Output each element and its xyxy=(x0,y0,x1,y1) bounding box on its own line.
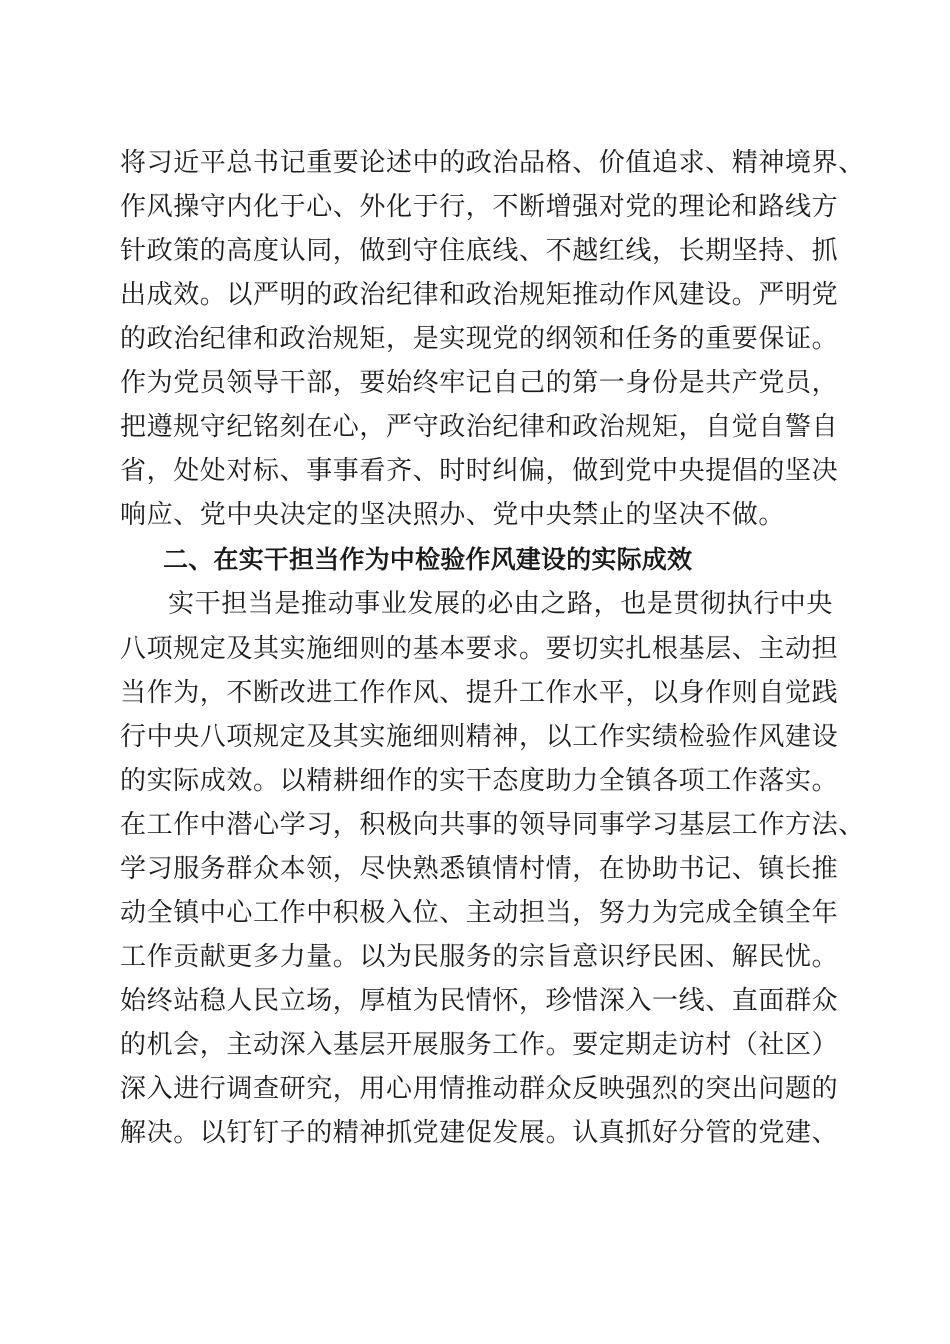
paragraph-line: 将习近平总书记重要论述中的政治品格、价值追求、精神境界、 xyxy=(120,148,865,178)
paragraph-line: 当作为，不断改进工作作风、提升工作水平，以身作则自觉践 xyxy=(120,678,839,708)
paragraph-line: 始终站稳人民立场，厚植为民情怀，珍惜深入一线、直面群众 xyxy=(120,986,839,1016)
paragraph-line: 针政策的高度认同，做到守住底线、不越红线，长期坚持、抓 xyxy=(120,236,839,266)
paragraph-line: 学习服务群众本领，尽快熟悉镇情村情，在协助书记、镇长推 xyxy=(120,854,839,884)
paragraph-line: 行中央八项规定及其实施细则精神，以工作实绩检验作风建设 xyxy=(120,722,839,752)
paragraph-line: 作风操守内化于心、外化于行，不断增强对党的理论和路线方 xyxy=(120,192,839,222)
section-heading: 二、在实干担当作为中检验作风建设的实际成效 xyxy=(163,545,693,574)
paragraph-line: 在工作中潜心学习，积极向共事的领导同事学习基层工作方法、 xyxy=(120,810,865,840)
paragraph-line: 的实际成效。以精耕细作的实干态度助力全镇各项工作落实。 xyxy=(120,766,839,796)
paragraph-line: 工作贡献更多力量。以为民服务的宗旨意识纾民困、解民忧。 xyxy=(120,942,839,972)
paragraph-line: 深入进行调查研究，用心用情推动群众反映强烈的突出问题的 xyxy=(120,1074,839,1104)
paragraph-line: 响应、党中央决定的坚决照办、党中央禁止的坚决不做。 xyxy=(120,500,786,530)
paragraph-line: 作为党员领导干部，要始终牢记自己的第一身份是共产党员， xyxy=(120,368,839,398)
paragraph-line: 的机会，主动深入基层开展服务工作。要定期走访村（社区） xyxy=(120,1030,839,1060)
paragraph-line: 八项规定及其实施细则的基本要求。要切实扎根基层、主动担 xyxy=(120,634,839,664)
paragraph-line: 动全镇中心工作中积极入位、主动担当，努力为完成全镇全年 xyxy=(120,898,839,928)
paragraph-line: 省，处处对标、事事看齐、时时纠偏，做到党中央提倡的坚决 xyxy=(120,456,839,486)
paragraph-line: 把遵规守纪铭刻在心，严守政治纪律和政治规矩，自觉自警自 xyxy=(120,412,839,442)
paragraph-line: 出成效。以严明的政治纪律和政治规矩推动作风建设。严明党 xyxy=(120,280,839,310)
paragraph-line: 的政治纪律和政治规矩，是实现党的纲领和任务的重要保证。 xyxy=(120,324,839,354)
paragraph-line: 实干担当是推动事业发展的必由之路，也是贯彻执行中央 xyxy=(168,589,834,619)
paragraph-line: 解决。以钉钉子的精神抓党建促发展。认真抓好分管的党建、 xyxy=(120,1118,839,1148)
